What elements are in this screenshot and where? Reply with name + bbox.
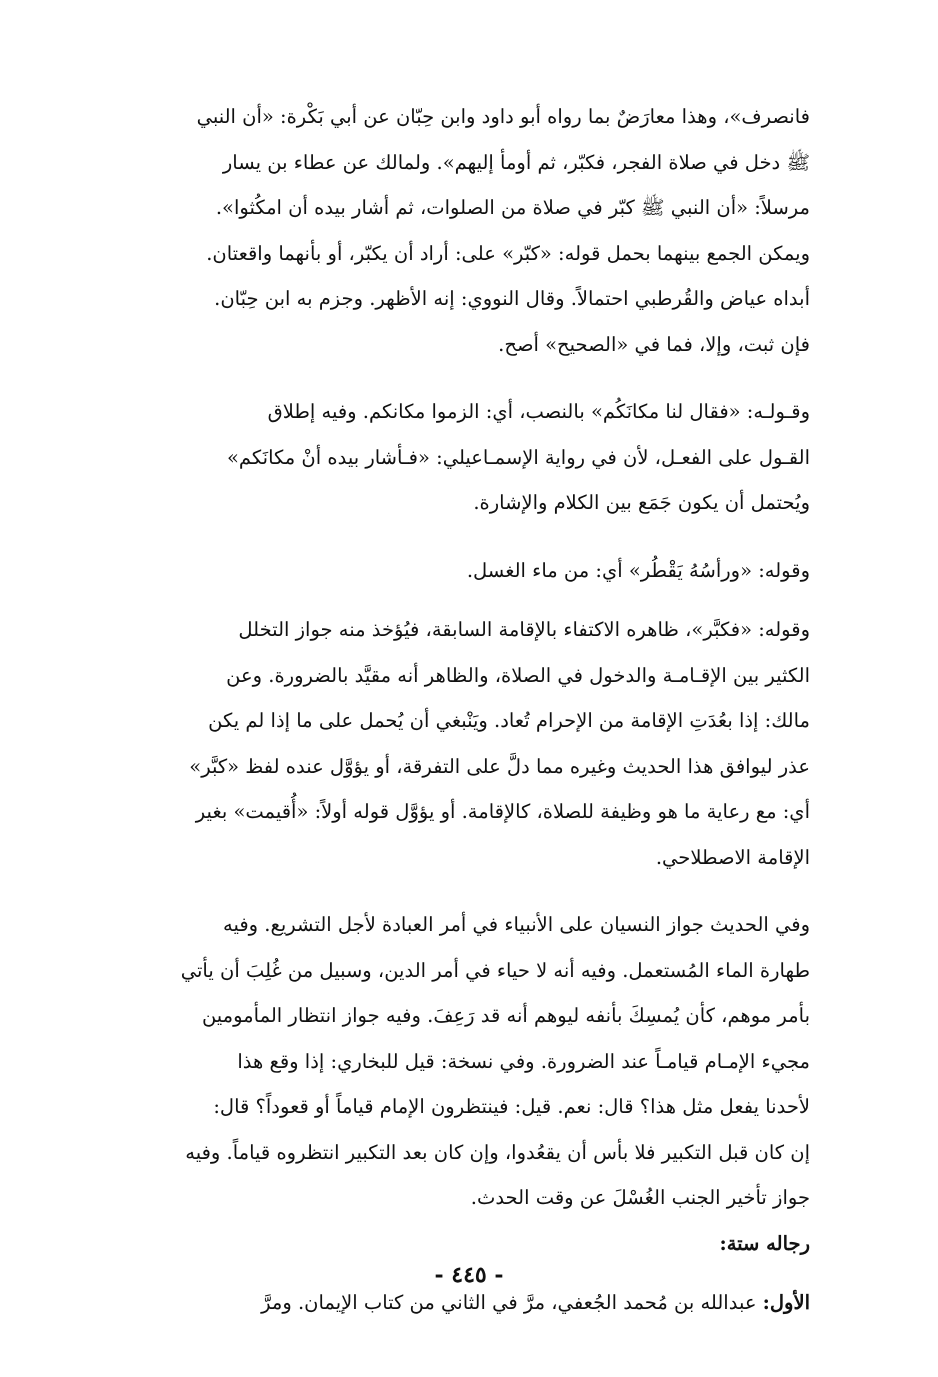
paragraph-gap	[96, 880, 810, 902]
text-line: إن كان قبل التكبير فلا بأس أن يقعُدوا، وإن كان بعد التكبير انتظروه قياماً. وفيه	[185, 1140, 810, 1164]
text-line: أبداه عياض والقُرطبي احتمالاً. وقال النووي: إنه الأظهر. وجزم به ابن حِبّان.	[214, 287, 810, 310]
paragraph-2	[96, 389, 810, 526]
paragraph-5	[96, 902, 810, 1221]
text-line: مجيء الإمـام قيامـاً عند الضرورة. وفي نسخة: قيل للبخاري: إذا وقع هذا	[237, 1049, 810, 1073]
page-number: - ٤٤٥ -	[434, 1262, 504, 1288]
text-line: مرسلاً: «أن النبي ﷺ كبّر في صلاة من الصلوات، ثم أشار بيده أن امكُثوا».	[215, 196, 810, 219]
text-line: ويمكن الجمع بينهما بحمل قوله: «كبّر» على: أراد أن يكبّر، أو بأنهما واقعتان.	[206, 241, 810, 265]
text-line: وقوله: «ورأسُهُ يَقْطُر» أي: من ماء الغسل.	[466, 558, 810, 582]
text-line: الإقامة الاصطلاحي.	[655, 845, 810, 869]
paragraph-1	[96, 94, 810, 367]
text-line: ﷺ دخل في صلاة الفجر، فكبّر، ثم أومأ إليهم». ولمالك عن عطاء بن يسار	[222, 150, 810, 174]
paragraph-gap	[96, 367, 810, 389]
text-line: عذر ليوافق هذا الحديث وغيره مما دلَّ على التفرقة، أو يؤوَّل عنده لفظ «كبَّر»	[189, 754, 810, 778]
paragraph-gap	[96, 593, 810, 607]
final-line-text: عبدالله بن مُحمد الجُعفي، مرَّ في الثاني من كتاب الإيمان. ومرَّ	[261, 1291, 757, 1314]
text-line: فإن ثبت، وإلا، فما في «الصحيح» أصح.	[498, 332, 810, 356]
text-line: وفي الحديث جواز النسيان على الأنبياء في أمر العبادة لأجل التشريع. وفيه	[223, 913, 810, 936]
text-line: أي: مع رعاية ما هو وظيفة للصلاة، كالإقامة. أو يؤوَّل قوله أولاً: «أُقيمت» بغير	[195, 800, 810, 823]
section-heading: رجاله ستة:	[719, 1231, 810, 1255]
text-line: بأمر موهم، كأن يُمسِكَ بأنفه ليوهم أنه قد رَعِفَ. وفيه جواز انتظار المأمومين	[201, 1004, 810, 1027]
text-line: مالك: إذا بعُدَتِ الإقامة من الإحرام تُعاد. ويَنْبغي أن يُحمل على ما إذا لم يكن	[208, 709, 810, 732]
text-line: لأحدنا يفعل مثل هذا؟ قال: نعم. قيل: فينتظرون الإمام قياماً أو قعوداً؟ قال:	[213, 1095, 810, 1118]
text-line: جواز تأخير الجنب الغُسْلَ عن وقت الحدث.	[470, 1186, 810, 1209]
text-line: القـول على الفعـل، لأن في رواية الإسمـاعيلي: «فـأشار بيده أنْ مكانَكم»	[226, 445, 810, 469]
text-line: الكثير بين الإقـامـة والدخول في الصلاة، والظاهر أنه مقيَّد بالضرورة. وعن	[226, 663, 810, 687]
text-line: فانصرف»، وهذا معارَضٌ بما رواه أبو داود وابن حِبّان عن أبي بَكْرة: «أن النبي	[196, 105, 810, 128]
page-body	[96, 94, 810, 1326]
paragraph-gap	[96, 526, 810, 548]
paragraph-4	[96, 607, 810, 880]
text-line: وقـولـه: «فقال لنا مكانَكُم» بالنصب، أي: الزموا مكانكم. وفيه إطلاق	[267, 400, 810, 423]
text-line: وقوله: «فكبَّر»، ظاهره الاكتفاء بالإقامة السابقة، فيُؤخذ منه جواز التخلل	[238, 618, 810, 641]
paragraph-3	[96, 548, 810, 594]
final-line-label: الأول:	[762, 1291, 810, 1314]
text-line: ويُحتمل أن يكون جَمَع بين الكلام والإشارة.	[473, 491, 810, 514]
text-line: طهارة الماء المُستعمل. وفيه أنه لا حياء في أمر الدين، وسبيل من غُلِبَ أن يأتي	[180, 958, 810, 982]
